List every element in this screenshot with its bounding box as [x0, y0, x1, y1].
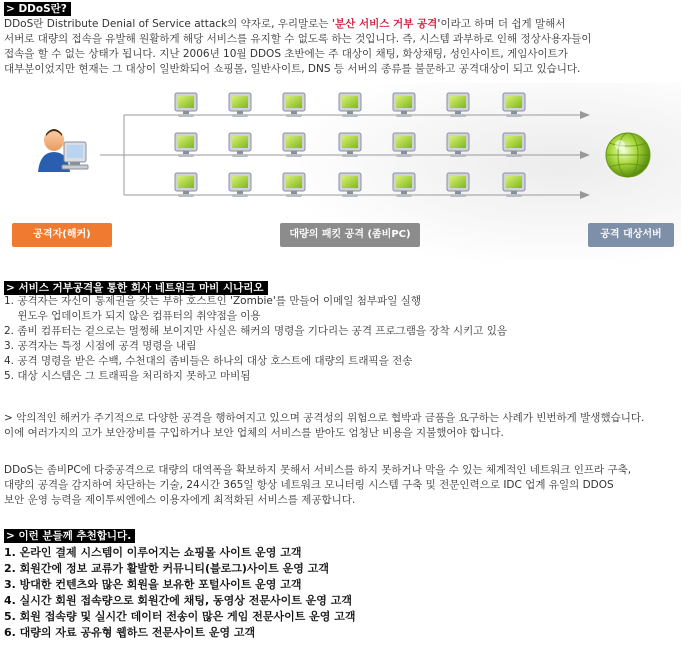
zombie-pc-icon	[339, 133, 361, 157]
solution-line-1: DDoS는 좀비PC에 다중공격으로 대량의 대역폭을 확보하지 못해서 서비스를 하지 못하거나 막을 수 있는 체계적인 네트워크 인프라 구축,	[4, 464, 632, 476]
zombie-pc-icon	[393, 93, 415, 117]
zombie-pc-icon	[447, 133, 469, 157]
zombie-pc-icon	[447, 173, 469, 197]
solution-line-3: 보안 운영 능력을 제이투씨엔에스 이용자에게 최적화된 서비스를 제공합니다.	[4, 494, 356, 506]
recommend-item: 1. 온라인 결제 시스템이 이루어지는 쇼핑몰 사이트 운영 고객	[4, 546, 302, 559]
zombie-pc-icon	[229, 173, 251, 197]
zombie-pc-icon	[339, 173, 361, 197]
ddos-intro-paragraph	[4, 17, 680, 77]
zombie-pc-icon	[283, 93, 305, 117]
section-title-ddos: > DDoS란?	[4, 2, 71, 16]
zombie-pc-icon	[393, 173, 415, 197]
scenario-steps-list	[4, 294, 507, 384]
intro-line-1-post: 이라고 하며 더 쉽게 말해서	[440, 18, 566, 30]
scenario-step: 1. 공격자는 자신이 통제권을 갖는 부하 호스트인 'Zombie'를 만들어 이메일 첨부파일 실행	[4, 295, 421, 307]
attacker-label: 공격자(해커)	[12, 223, 112, 247]
recommend-item: 4. 실시간 회원 접속량으로 회원간에 채팅, 동영상 전문사이트 운영 고객	[4, 594, 353, 607]
zombie-pc-icon	[283, 133, 305, 157]
threat-line-2: 이에 여러가지의 고가 보안장비를 구입하거나 보안 업체의 서비스를 받아도 엄청난 비용을 지불했어야 합니다.	[4, 427, 504, 439]
zombie-pc-icon	[175, 93, 197, 117]
intro-line-3: 접속을 할 수 없는 상태가 됩니다. 지난 2006년 10월 DDOS 초반에는 주 대상이 채팅, 화상채팅, 성인사이트, 게임사이트가	[4, 48, 568, 60]
intro-line-1-pre: DDoS란 Distribute Denial of Service attack의 약자로, 우리말로는	[4, 18, 332, 30]
section-title-scenario: > 서비스 거부공격을 통한 회사 네트워크 마비 시나리오	[4, 281, 268, 295]
section-title-recommend: > 이런 분들께 추천합니다.	[4, 529, 135, 543]
recommend-item: 2. 회원간에 정보 교류가 활발한 커뮤니티(블로그)사이트 운영 고객	[4, 562, 329, 575]
recommend-item: 5. 회원 접속량 및 실시간 데이터 전송이 많은 게임 전문사이트 운영 고객	[4, 610, 356, 623]
recommend-list	[4, 545, 355, 641]
intro-highlight: '분산 서비스 거부 공격'	[331, 18, 441, 30]
scenario-step: 3. 공격자는 특정 시점에 공격 명령을 내림	[4, 340, 197, 352]
solution-line-2: 대량의 공격을 감지하여 차단하는 기술, 24시간 365일 항상 네트워크 모니터링 시스템 구축 및 전문인력으로 IDC 업계 유일의 DDOS	[4, 479, 614, 491]
target-server-label: 공격 대상서버	[588, 223, 674, 247]
zombie-pc-icon	[503, 133, 525, 157]
zombie-pc-icon	[229, 133, 251, 157]
zombie-pc-icon	[175, 133, 197, 157]
scenario-step: 윈도우 업데이트가 되지 않은 컴퓨터의 취약점을 이용	[4, 310, 261, 322]
ddos-diagram	[0, 83, 681, 263]
zombie-pc-icon	[339, 93, 361, 117]
zombie-pc-icon	[393, 133, 415, 157]
zombie-label: 대량의 패킷 공격 (좀비PC)	[280, 223, 420, 247]
recommend-item: 3. 방대한 컨텐츠와 많은 회원을 보유한 포털사이트 운영 고객	[4, 578, 302, 591]
recommend-item: 6. 대량의 자료 공유형 웹하드 전문사이트 운영 고객	[4, 626, 256, 639]
zombie-pc-grid	[175, 93, 525, 197]
scenario-step: 4. 공격 명령을 받은 수백, 수천대의 좀비들은 하나의 대상 호스트에 대량의 트래픽을 전송	[4, 355, 413, 367]
zombie-pc-icon	[447, 93, 469, 117]
target-server-globe-icon	[606, 133, 650, 177]
zombie-pc-icon	[229, 93, 251, 117]
intro-line-2: 서버로 대량의 접속을 유발해 원활하게 해당 서비스를 유지할 수 없도록 하는 것입니다. 즉, 시스템 과부하로 인해 정상사용자들이	[4, 33, 592, 45]
scenario-step: 5. 대상 시스템은 그 트래픽을 처리하지 못하고 마비됨	[4, 370, 251, 382]
intro-line-4: 대부분이었지만 현재는 그 대상이 일반화되어 쇼핑몰, 일반사이트, DNS 등 서버의 종류를 불문하고 공격대상이 되고 있습니다.	[4, 63, 581, 75]
zombie-pc-icon	[503, 173, 525, 197]
intro-line-1	[4, 17, 680, 32]
threat-line-1: > 악의적인 해커가 주기적으로 다양한 공격을 행하여지고 있으며 공격성의 위험으로 협박과 금품을 요구하는 사례가 빈번하게 발생했습니다.	[4, 412, 645, 424]
threat-paragraph	[4, 411, 680, 441]
solution-paragraph	[4, 463, 680, 508]
zombie-pc-icon	[175, 173, 197, 197]
zombie-pc-icon	[283, 173, 305, 197]
zombie-pc-icon	[503, 93, 525, 117]
attacker-icon	[38, 129, 88, 172]
arrow-heads	[580, 111, 590, 199]
scenario-step: 2. 좀비 컴퓨터는 겉으로는 멀쩡해 보이지만 사실은 해커의 명령을 기다리는 공격 프로그램을 장착 시키고 있음	[4, 325, 508, 337]
